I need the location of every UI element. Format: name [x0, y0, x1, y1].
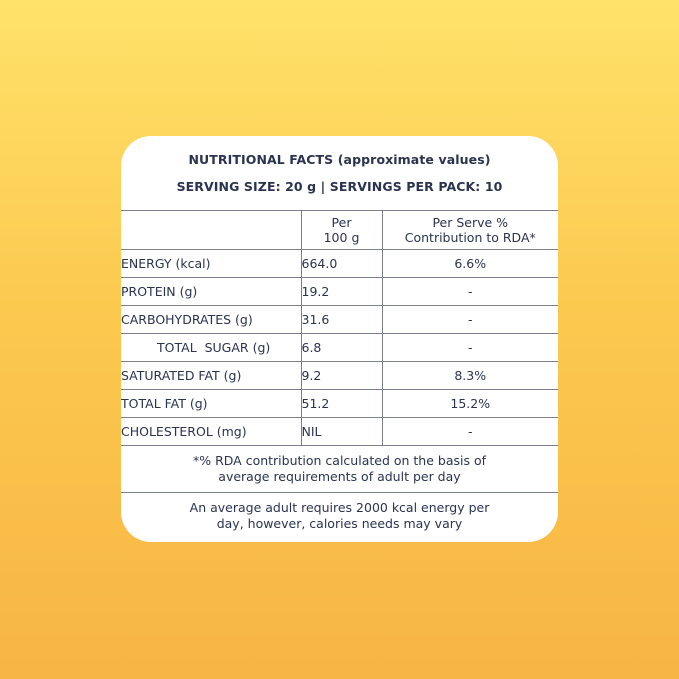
nutrient-rda: - — [382, 278, 558, 306]
nutrient-rda: 15.2% — [382, 390, 558, 418]
energy-note — [121, 493, 558, 540]
table-row — [121, 334, 558, 362]
nutrient-rda: - — [382, 306, 558, 334]
rda-note-line1: *% RDA contribution calculated on the basis of — [192, 453, 487, 468]
header-rda-line1: Per Serve % — [432, 215, 509, 230]
rda-note — [121, 446, 558, 493]
nutrient-rda: - — [382, 334, 558, 362]
nutrient-rda: - — [382, 418, 558, 446]
nutrient-per-100g: 31.6 — [301, 306, 382, 334]
nutrient-name: TOTAL FAT (g) — [121, 390, 301, 418]
nutrient-per-100g: 6.8 — [301, 334, 382, 362]
rda-note-row — [121, 446, 558, 493]
serving-size-title: SERVING SIZE: 20 g | SERVINGS PER PACK: 10 — [176, 179, 503, 194]
header-per-100g-line2: 100 g — [323, 230, 360, 245]
table-row — [121, 306, 558, 334]
table-row — [121, 362, 558, 390]
nutrient-name: CARBOHYDRATES (g) — [121, 306, 301, 334]
table-row — [121, 418, 558, 446]
nutrient-rda: 8.3% — [382, 362, 558, 390]
nutrient-name: CHOLESTEROL (mg) — [121, 418, 301, 446]
header-rda-line2: Contribution to RDA* — [404, 230, 536, 245]
table-row — [121, 250, 558, 278]
nutrient-per-100g: 9.2 — [301, 362, 382, 390]
nutrient-name: PROTEIN (g) — [121, 278, 301, 306]
nutrient-name: SATURATED FAT (g) — [121, 362, 301, 390]
table-row — [121, 390, 558, 418]
header-per-100g-line1: Per — [331, 215, 352, 230]
nutrient-per-100g: NIL — [301, 418, 382, 446]
nutrient-name: TOTAL SUGAR (g) — [121, 334, 301, 362]
nutrient-name: ENERGY (kcal) — [121, 250, 301, 278]
nutrient-rda: 6.6% — [382, 250, 558, 278]
nutrient-per-100g: 19.2 — [301, 278, 382, 306]
energy-note-line1: An average adult requires 2000 kcal energy per — [189, 500, 490, 515]
energy-note-line2: day, however, calories needs may vary — [216, 516, 463, 531]
energy-note-row — [121, 493, 558, 540]
nutrition-card — [121, 136, 558, 542]
nutrient-per-100g: 664.0 — [301, 250, 382, 278]
table-header-row — [121, 211, 558, 250]
nutrition-table — [121, 210, 558, 539]
header-per-100g — [301, 211, 382, 250]
header-nutrient — [121, 211, 301, 250]
rda-note-line2: average requirements of adult per day — [218, 469, 461, 484]
nutrient-per-100g: 51.2 — [301, 390, 382, 418]
nutrition-title: NUTRITIONAL FACTS (approximate values) — [188, 152, 491, 167]
header-rda — [382, 211, 558, 250]
table-row — [121, 278, 558, 306]
